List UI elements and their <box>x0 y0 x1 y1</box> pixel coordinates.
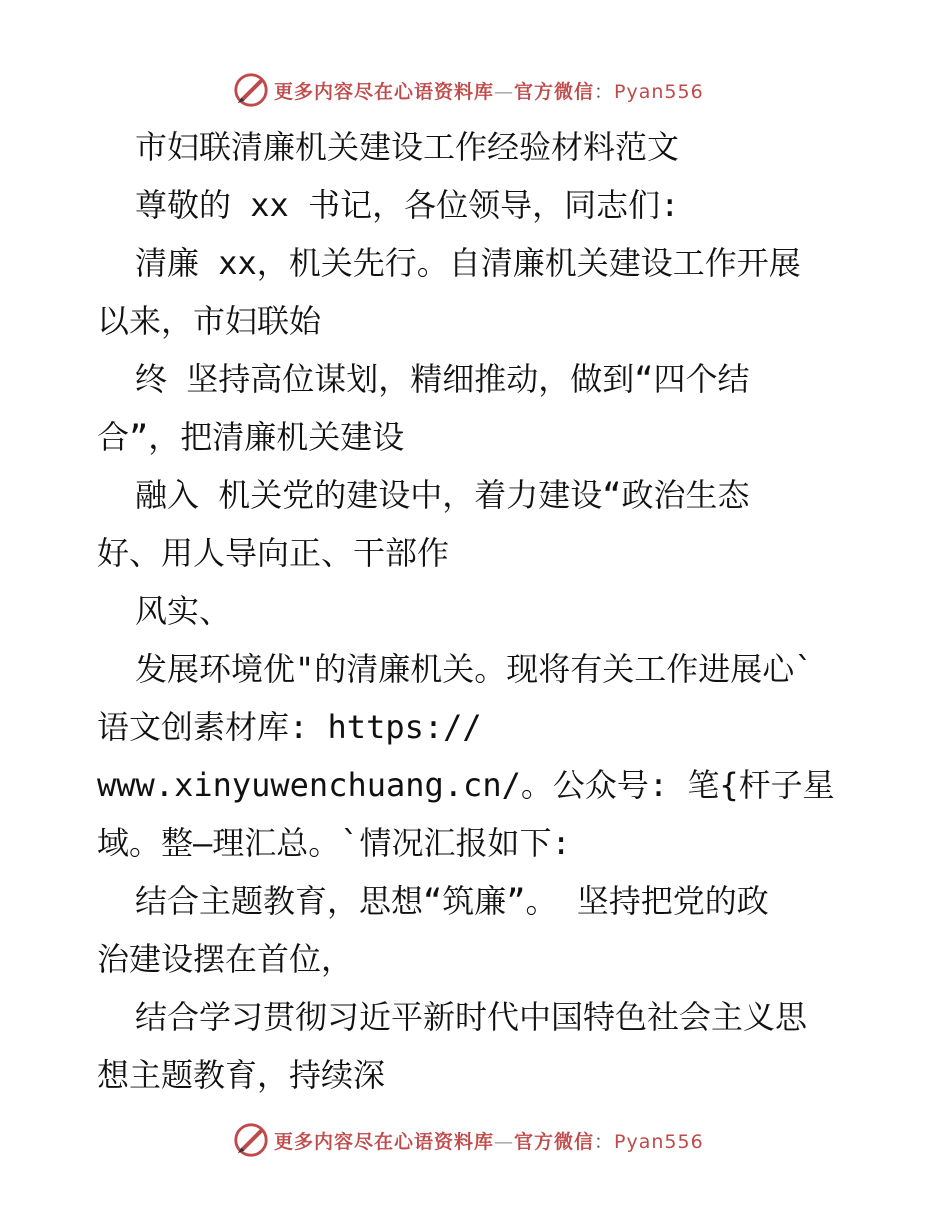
text-line: 结合主题教育，思想“筑廉”。 坚持把党的政 <box>135 882 769 920</box>
text-line: 风实、 <box>135 592 232 630</box>
text-line: 治建设摆在首位， <box>97 940 354 978</box>
text-line: 合”，把清廉机关建设 <box>97 418 405 456</box>
watermark-text: 更多内容尽在心语资料库—官方微信：Pyan556 <box>274 1130 704 1153</box>
text-line: 域。整—理汇总。`情况汇报如下: <box>97 824 571 862</box>
text-line: 尊敬的 xx 书记，各位领导，同志们: <box>135 186 680 224</box>
text-line: 发展环境优"的清廉机关。现将有关工作进展心` <box>135 650 814 688</box>
footer-watermark <box>232 1120 704 1160</box>
body-text <box>97 118 877 1104</box>
text-line: 清廉 xx，机关先行。自清廉机关建设工作开展 <box>135 244 801 282</box>
text-line: 好、用人导向正、干部作 <box>97 534 450 572</box>
watermark-text: 更多内容尽在心语资料库—官方微信：Pyan556 <box>274 80 704 103</box>
text-line: 以来，市妇联始 <box>97 302 322 340</box>
text-line: www.xinyuwenchuang.cn/。公众号: 笔{杆子星 <box>97 766 835 804</box>
text-line: 结合学习贯彻习近平新时代中国特色社会主义思 <box>135 998 808 1036</box>
text-line: 融入 机关党的建设中，着力建设“政治生态 <box>135 476 750 514</box>
text-line: 语文创素材库: https:// <box>97 708 482 746</box>
quill-logo-icon <box>232 1121 270 1159</box>
text-line: 市妇联清廉机关建设工作经验材料范文 <box>135 128 680 166</box>
header-watermark <box>232 70 704 110</box>
text-line: 终 坚持高位谋划，精细推动，做到“四个结 <box>135 360 750 398</box>
quill-logo-icon <box>232 71 270 109</box>
text-line: 想主题教育，持续深 <box>97 1056 386 1094</box>
